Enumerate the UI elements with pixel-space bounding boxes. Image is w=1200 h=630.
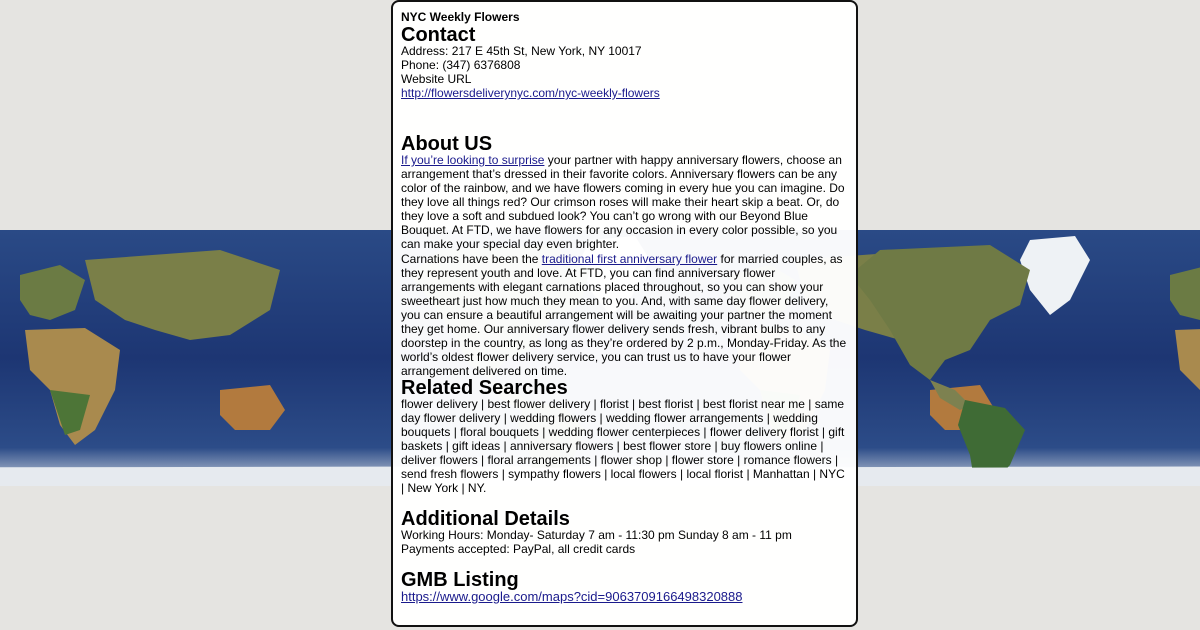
additional-details-heading: Additional Details [401,508,570,530]
related-searches-heading: Related Searches [401,377,568,399]
website-link[interactable]: http://flowersdeliverynyc.com/nyc-weekly-flowers [401,86,660,100]
address-text: Address: 217 E 45th St, New York, NY 10017 [401,44,642,58]
related-searches-text: flower delivery | best flower delivery | florist | best florist | best florist near me | same day flower delivery | wedding flowers | wedding flower arrangements | wedding bouquets | floral bouquets | wedding flower centerpieces | flower delivery florist | gift baskets | gift ideas | anniversary flowers | best flower store | buy flowers online | deliver flowers | floral arrangements | flower shop | flower store | romance flowers | send fresh flowers | sympathy flowers | local flowers | local florist | Manhattan | NYC | New York | NY. [401,397,845,495]
contact-heading: Contact [401,24,476,46]
anniversary-flower-link[interactable]: traditional first anniversary flower [541,252,718,266]
about-heading: About US [401,133,493,155]
website-label: Website URL [401,72,472,86]
business-listing-card [391,0,858,627]
about-paragraph-2-start: Carnations have been the [401,252,542,266]
about-paragraph-1 [401,153,848,251]
surprise-link[interactable]: If you’re looking to surprise [401,153,545,167]
phone-text: Phone: (347) 6376808 [401,58,521,72]
working-hours-text: Working Hours: Monday- Saturday 7 am - 11:30 pm Sunday 8 am - 11 pm [401,528,792,542]
about-paragraph-2-text: for married couples, as they represent youth and love. At FTD, you can find anniversary flower arrangements with elegant carnations placed throughout, so you can show your sweetheart just how much they mean to you. And, with same day flower delivery, you can ensure a beautiful arrangement will be awaiting your partner the moment they get home. Our anniversary flower delivery sends fresh, vibrant bulbs to any doorstep in the country, as long as they’re ordered by 2 p.m., Monday-Friday. As the world’s oldest flower delivery service, you can trust us to have your flower arrangement delivered on time. [401,252,847,378]
business-name: NYC Weekly Flowers [401,10,520,24]
gmb-listing-link[interactable]: https://www.google.com/maps?cid=9063709166498320888 [401,589,743,604]
about-paragraph-2 [401,252,848,378]
gmb-listing-heading: GMB Listing [401,569,519,591]
payments-text: Payments accepted: PayPal, all credit cards [401,542,636,556]
about-paragraph-1-text: your partner with happy anniversary flowers, choose an arrangement that’s dressed in their favorite colors. Anniversary flowers can be any color of the rainbow, and we have flowers coming in every hue you can imagine. Do they love all things red? Our crimson roses will make their heart skip a beat. Or, do they love a soft and subdued look? You can’t go wrong with our Beyond Blue Bouquet. At FTD, we have flowers for any occasion in every color possible, so you can make your special day even brighter. [401,153,845,251]
